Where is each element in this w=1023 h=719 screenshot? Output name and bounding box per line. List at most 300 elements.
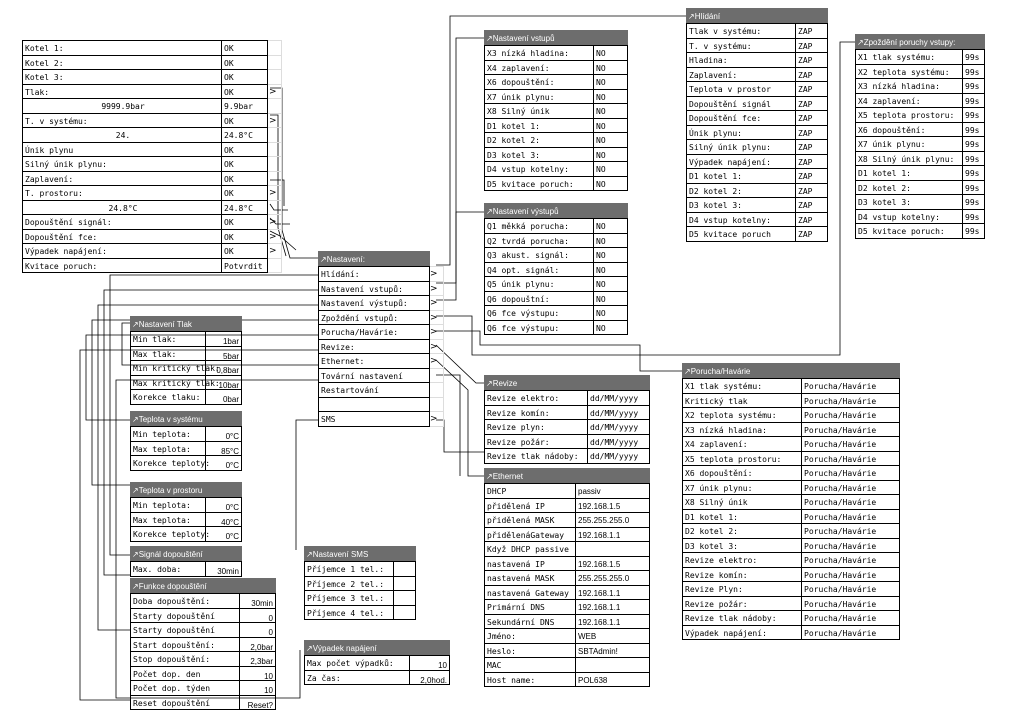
submenu-arrow-icon[interactable]: > [269, 217, 277, 227]
chevron-right-icon[interactable]: > [430, 312, 438, 323]
status-value: OK [221, 143, 267, 157]
field-value[interactable]: 99s [962, 166, 984, 180]
nastaveni_tlak-row[interactable] [130, 331, 242, 347]
field-value[interactable]: Porucha/Havárie [801, 597, 899, 611]
zpozdeni-row[interactable] [855, 194, 985, 210]
field-value[interactable]: 2,3bar [239, 652, 275, 666]
ethernet-row[interactable] [484, 556, 650, 572]
nastaveni_vstupu-row[interactable] [484, 176, 628, 192]
status-row[interactable] [22, 84, 277, 100]
status-row[interactable] [22, 113, 277, 129]
status-row[interactable] [22, 243, 277, 259]
field-label: X6 dopouštění: [685, 469, 753, 478]
nastaveni_vystupu-row[interactable] [484, 276, 628, 292]
field-value[interactable]: 0°C [205, 427, 241, 441]
field-value[interactable]: NO [593, 292, 627, 306]
hlidani-row[interactable] [686, 67, 828, 83]
settings-menu-item[interactable] [318, 266, 438, 282]
zpozdeni-row[interactable] [855, 122, 985, 138]
status-row[interactable] [22, 142, 268, 158]
settings-menu-item[interactable] [318, 353, 438, 369]
status-row[interactable] [22, 69, 268, 85]
zpozdeni-row[interactable] [855, 223, 985, 239]
field-value[interactable]: 99s [962, 50, 984, 64]
funkce_dopousteni-row[interactable] [130, 637, 276, 653]
field-value[interactable]: ZAP [795, 227, 827, 241]
porucha-row[interactable] [682, 465, 900, 481]
nastaveni_tlak-row[interactable] [130, 346, 242, 362]
field-value[interactable]: NO [593, 234, 627, 248]
status-value: OK [221, 85, 267, 99]
teplota_prostoru-row[interactable] [130, 512, 242, 528]
status-value: OK [221, 186, 267, 200]
field-value[interactable]: 99s [962, 123, 984, 137]
nastaveni_vstupu-header: ↗Nastavení vstupů [484, 30, 628, 45]
nastaveni_vstupu-row[interactable] [484, 118, 628, 134]
zpozdeni-row[interactable] [855, 180, 985, 196]
hlidani-row[interactable] [686, 81, 828, 97]
field-value[interactable]: 192.168.1.5 [575, 499, 649, 513]
funkce_dopousteni-row[interactable] [130, 593, 276, 609]
nastaveni_vystupu-row[interactable] [484, 262, 628, 278]
hlidani-row[interactable] [686, 23, 828, 39]
field-value[interactable]: NO [593, 133, 627, 147]
teplota_systemu-row[interactable] [130, 441, 242, 457]
nastaveni_vstupu-row[interactable] [484, 132, 628, 148]
ethernet-row[interactable] [484, 657, 650, 673]
field-value[interactable]: 5bar [205, 347, 241, 361]
field-value[interactable]: 0 [239, 609, 275, 623]
status-label: T. prostoru: [25, 189, 83, 198]
field-value[interactable]: NO [593, 306, 627, 320]
field-value[interactable]: 2,0bar [239, 638, 275, 652]
field-value[interactable]: 85°C [205, 442, 241, 456]
porucha-row[interactable] [682, 552, 900, 568]
panel-signal-dopousteni [130, 546, 242, 577]
hlidani-row[interactable] [686, 168, 828, 184]
field-label: D2 kotel 2: [685, 527, 738, 536]
field-label: Revize požár: [487, 437, 550, 447]
row-extension [268, 127, 282, 143]
status-row[interactable] [22, 98, 268, 114]
field-value[interactable]: ZAP [795, 140, 827, 154]
porucha-row[interactable] [682, 538, 900, 554]
field-value[interactable]: ZAP [795, 198, 827, 212]
field-value[interactable]: ZAP [795, 24, 827, 38]
status-label: Dopouštění signál: [25, 218, 112, 227]
settings-menu-item[interactable] [318, 397, 430, 413]
ethernet-row[interactable] [484, 483, 650, 499]
field-value[interactable]: Porucha/Havárie [801, 408, 899, 422]
field-value[interactable]: NO [593, 148, 627, 162]
porucha-row[interactable] [682, 509, 900, 525]
field-value[interactable]: NO [593, 119, 627, 133]
field-value[interactable]: 99s [962, 152, 984, 166]
signal_dopousteni-row[interactable] [130, 561, 242, 577]
settings-menu-item[interactable] [318, 382, 430, 398]
status-row[interactable] [22, 127, 268, 143]
porucha-row[interactable] [682, 581, 900, 597]
field-value[interactable]: ZAP [795, 68, 827, 82]
zpozdeni-row[interactable] [855, 78, 985, 94]
field-value[interactable]: NO [593, 263, 627, 277]
field-value[interactable]: 99s [962, 94, 984, 108]
funkce_dopousteni-row[interactable] [130, 651, 276, 667]
status-value: 24.8°C [221, 201, 267, 215]
field-value[interactable]: ZAP [795, 184, 827, 198]
funkce_dopousteni-row[interactable] [130, 608, 276, 624]
hlidani-row[interactable] [686, 139, 828, 155]
row-extension [268, 55, 282, 71]
ethernet-row[interactable] [484, 599, 650, 615]
porucha-row[interactable] [682, 407, 900, 423]
hlidani-row[interactable] [686, 38, 828, 54]
field-label: X2 teplota systému: [858, 67, 950, 77]
field-value[interactable]: SBTAdmin! [575, 644, 649, 658]
nastaveni_vstupu-row[interactable] [484, 45, 628, 61]
field-value[interactable]: ZAP [795, 53, 827, 67]
field-label: Revize Plyn: [685, 585, 743, 594]
nastaveni_sms-row[interactable] [304, 605, 416, 621]
status-row[interactable] [22, 185, 277, 201]
nastaveni_sms-row[interactable] [304, 561, 416, 577]
status-row[interactable] [22, 258, 268, 274]
field-value[interactable]: NO [593, 321, 627, 335]
field-value[interactable]: passiv [575, 484, 649, 498]
field-value[interactable]: 10bar [205, 376, 241, 390]
nastaveni_vystupu-row[interactable] [484, 233, 628, 249]
field-value[interactable]: ZAP [795, 82, 827, 96]
field-label: Max kritický tlak: [133, 378, 220, 388]
porucha-row[interactable] [682, 422, 900, 438]
field-value[interactable]: ZAP [795, 213, 827, 227]
field-value[interactable]: 10 [239, 667, 275, 681]
row-extension [268, 69, 282, 85]
field-label: Host name: [487, 675, 536, 685]
field-value[interactable]: NO [593, 104, 627, 118]
porucha-row[interactable] [682, 393, 900, 409]
field-value[interactable]: 99s [962, 210, 984, 224]
nastaveni_sms-row[interactable] [304, 576, 416, 592]
revize-row[interactable] [484, 405, 650, 421]
ethernet-row[interactable] [484, 672, 650, 688]
field-value[interactable] [575, 658, 649, 672]
field-value[interactable]: 99s [962, 224, 984, 238]
zpozdeni-row[interactable] [855, 64, 985, 80]
porucha-row[interactable] [682, 494, 900, 510]
nastaveni_sms-row[interactable] [304, 590, 416, 606]
hlidani-row[interactable] [686, 183, 828, 199]
field-value[interactable]: 192.168.1.1 [575, 615, 649, 629]
porucha-row[interactable] [682, 378, 900, 394]
status-row[interactable] [22, 156, 268, 172]
zpozdeni-row[interactable] [855, 107, 985, 123]
field-label: Příjemce 4 tel.: [307, 608, 385, 618]
revize-row[interactable] [484, 390, 650, 406]
submenu-arrow-icon[interactable]: > [269, 188, 277, 198]
nastaveni_tlak-row[interactable] [130, 389, 242, 405]
nastaveni_tlak-row[interactable] [130, 375, 242, 391]
nastaveni_vystupu-row[interactable] [484, 291, 628, 307]
field-value[interactable]: Porucha/Havárie [801, 582, 899, 596]
field-value[interactable]: NO [593, 248, 627, 262]
field-value[interactable]: 99s [962, 181, 984, 195]
field-value[interactable]: NO [593, 162, 627, 176]
revize-row[interactable] [484, 434, 650, 450]
hlidani-row[interactable] [686, 197, 828, 213]
field-value[interactable]: 2,0hod. [409, 671, 449, 685]
zpozdeni-row[interactable] [855, 93, 985, 109]
field-value[interactable]: 0,8bar [205, 361, 241, 375]
revize-row[interactable] [484, 419, 650, 435]
settings-menu-item[interactable] [318, 411, 438, 427]
field-value[interactable]: Porucha/Havárie [801, 539, 899, 553]
field-value[interactable]: 0°C [205, 527, 241, 541]
status-row[interactable] [22, 229, 277, 245]
field-value[interactable]: 99s [962, 137, 984, 151]
nastaveni_vystupu-row[interactable] [484, 320, 628, 336]
field-value[interactable]: NO [593, 61, 627, 75]
field-value[interactable]: 192.168.1.5 [575, 557, 649, 571]
field-value[interactable]: Porucha/Havárie [801, 553, 899, 567]
funkce_dopousteni-row[interactable] [130, 695, 276, 711]
field-value[interactable]: 10 [409, 656, 449, 670]
field-value[interactable]: 0bar [205, 390, 241, 404]
nastaveni_vstupu-row[interactable] [484, 147, 628, 163]
ethernet-row[interactable] [484, 585, 650, 601]
ethernet-row[interactable] [484, 512, 650, 528]
teplota_systemu-row[interactable] [130, 455, 242, 471]
field-value[interactable]: ZAP [795, 169, 827, 183]
chevron-right-icon[interactable]: > [430, 414, 438, 424]
field-value[interactable]: Porucha/Havárie [801, 394, 899, 408]
settings-menu-item[interactable] [318, 324, 438, 340]
settings-menu-item[interactable] [318, 310, 438, 326]
field-value[interactable]: 255.255.255.0 [575, 513, 649, 527]
field-value[interactable]: Porucha/Havárie [801, 510, 899, 524]
submenu-arrow-icon[interactable]: > [269, 246, 277, 256]
vypadek_napajeni-row[interactable] [304, 655, 450, 671]
nastaveni_vystupu-row[interactable] [484, 305, 628, 321]
ethernet-row[interactable] [484, 527, 650, 543]
field-label: Doba dopouštění: [133, 597, 211, 606]
zpozdeni-row[interactable] [855, 151, 985, 167]
ethernet-row[interactable] [484, 628, 650, 644]
field-value[interactable]: dd/MM/yyyy [587, 435, 649, 449]
nastaveni_vystupu-row[interactable] [484, 218, 628, 234]
settings-menu-item[interactable] [318, 295, 438, 311]
status-row[interactable] [22, 214, 277, 230]
ethernet-title: Ethernet [492, 472, 523, 481]
hlidani-row[interactable] [686, 212, 828, 228]
field-label: X8 Silný únik plynu: [858, 154, 955, 164]
revize-row[interactable] [484, 448, 650, 464]
nastaveni_vystupu-row[interactable] [484, 247, 628, 263]
ethernet-row[interactable] [484, 541, 650, 557]
field-value[interactable]: 0 [239, 623, 275, 637]
nastaveni_vstupu-row[interactable] [484, 161, 628, 177]
field-value[interactable]: 192.168.1.1 [575, 600, 649, 614]
status-row[interactable] [22, 200, 268, 216]
chevron-right-icon[interactable]: > [430, 341, 438, 352]
field-label: MAC [487, 661, 502, 670]
hlidani-row[interactable] [686, 226, 828, 242]
field-value[interactable]: NO [593, 75, 627, 89]
field-value[interactable]: Porucha/Havárie [801, 626, 899, 640]
ethernet-row[interactable] [484, 570, 650, 586]
settings-menu-item-label: Restartování [321, 386, 379, 395]
chevron-right-icon[interactable]: > [430, 283, 438, 294]
field-value[interactable]: dd/MM/yyyy [587, 406, 649, 420]
porucha-row[interactable] [682, 436, 900, 452]
teplota_prostoru-row[interactable] [130, 526, 242, 542]
zpozdeni-row[interactable] [855, 136, 985, 152]
field-value[interactable]: 0°C [205, 456, 241, 470]
settings-menu-item[interactable] [318, 281, 438, 297]
panel-hlidani [686, 8, 828, 242]
field-value[interactable]: Porucha/Havárie [801, 466, 899, 480]
porucha-row[interactable] [682, 480, 900, 496]
field-value[interactable]: NO [593, 46, 627, 60]
field-value[interactable]: WEB [575, 629, 649, 643]
hlidani-row[interactable] [686, 154, 828, 170]
field-value[interactable]: 99s [962, 195, 984, 209]
field-value[interactable]: Porucha/Havárie [801, 495, 899, 509]
chevron-right-icon[interactable]: > [430, 298, 438, 308]
chevron-right-icon[interactable]: > [430, 269, 438, 279]
field-label: Primární DNS [487, 603, 545, 612]
field-value[interactable]: Porucha/Havárie [801, 379, 899, 393]
zpozdeni-row[interactable] [855, 49, 985, 65]
field-value[interactable]: ZAP [795, 126, 827, 140]
nastaveni_vstupu-row[interactable] [484, 74, 628, 90]
ethernet-row[interactable] [484, 498, 650, 514]
teplota_systemu-row[interactable] [130, 426, 242, 442]
hlidani-row[interactable] [686, 96, 828, 112]
teplota_systemu-title: Teplota v systému [138, 415, 203, 424]
field-value[interactable]: Reset? [239, 696, 275, 710]
field-value[interactable]: NO [593, 219, 627, 233]
funkce_dopousteni-row[interactable] [130, 622, 276, 638]
field-value[interactable]: 192.168.1.1 [575, 528, 649, 542]
field-value[interactable]: Porucha/Havárie [801, 481, 899, 495]
status-row[interactable] [22, 171, 268, 187]
field-value[interactable]: 99s [962, 65, 984, 79]
nastaveni_vstupu-row[interactable] [484, 103, 628, 119]
status-label: Kotel 3: [25, 73, 64, 82]
field-value[interactable]: 1bar [205, 332, 241, 346]
porucha-row[interactable] [682, 451, 900, 467]
field-value[interactable]: ZAP [795, 111, 827, 125]
field-label: X4 zaplavení: [685, 440, 748, 449]
field-value[interactable]: Porucha/Havárie [801, 437, 899, 451]
nastaveni_vstupu-row[interactable] [484, 89, 628, 105]
nastaveni_tlak-row[interactable] [130, 360, 242, 376]
field-value[interactable]: Porucha/Havárie [801, 568, 899, 582]
field-value[interactable]: 40°C [205, 513, 241, 527]
field-value[interactable]: ZAP [795, 155, 827, 169]
field-value[interactable] [393, 562, 415, 576]
ethernet-row[interactable] [484, 643, 650, 659]
settings-menu-item[interactable] [318, 339, 438, 355]
porucha-row[interactable] [682, 567, 900, 583]
submenu-arrow-icon[interactable]: > [269, 231, 277, 242]
funkce_dopousteni-row[interactable] [130, 666, 276, 682]
field-value[interactable]: NO [593, 90, 627, 104]
field-value[interactable]: 255.255.255.0 [575, 571, 649, 585]
field-value[interactable]: dd/MM/yyyy [587, 449, 649, 463]
field-value[interactable]: 30min [239, 594, 275, 608]
field-value[interactable]: Porucha/Havárie [801, 524, 899, 538]
field-label: Kritický tlak [685, 396, 748, 406]
signal_dopousteni-header: ↗Signál dopouštění [130, 546, 242, 561]
field-label: Max. doba: [133, 565, 182, 574]
settings-menu-item[interactable] [318, 368, 430, 384]
porucha-row[interactable] [682, 610, 900, 626]
hlidani-row[interactable] [686, 110, 828, 126]
field-value[interactable]: dd/MM/yyyy [587, 420, 649, 434]
funkce_dopousteni-row[interactable] [130, 680, 276, 696]
hlidani-row[interactable] [686, 52, 828, 68]
field-label: D3 kotel 3: [858, 198, 911, 207]
field-value[interactable]: 10 [239, 681, 275, 695]
row-extension [430, 310, 444, 326]
field-value[interactable]: NO [593, 177, 627, 191]
field-value[interactable] [393, 591, 415, 605]
chevron-right-icon[interactable]: > [430, 356, 438, 366]
zpozdeni-row[interactable] [855, 209, 985, 225]
field-value[interactable]: NO [593, 277, 627, 291]
settings-menu-title: Nastavení: [326, 255, 365, 264]
porucha-row[interactable] [682, 625, 900, 641]
hlidani-row[interactable] [686, 125, 828, 141]
zpozdeni-row[interactable] [855, 165, 985, 181]
row-extension [268, 258, 282, 274]
panel-vypadek-napajeni [304, 640, 450, 685]
field-value[interactable]: 0°C [205, 498, 241, 512]
field-label: Korekce teploty: [133, 459, 211, 468]
porucha-row[interactable] [682, 596, 900, 612]
field-value[interactable] [393, 606, 415, 620]
nastaveni_vstupu-row[interactable] [484, 60, 628, 76]
field-value[interactable]: POL638 [575, 673, 649, 687]
field-value[interactable]: 30min [205, 562, 241, 576]
status-label: Kvitace poruch: [25, 261, 98, 271]
field-value[interactable]: ZAP [795, 97, 827, 111]
chevron-right-icon[interactable]: > [430, 327, 438, 337]
field-value[interactable] [393, 577, 415, 591]
submenu-arrow-icon[interactable]: > [269, 86, 277, 97]
teplota_prostoru-title: Teplota v prostoru [138, 486, 203, 495]
field-label: X4 zaplavení: [487, 63, 550, 73]
field-value[interactable]: Porucha/Havárie [801, 611, 899, 625]
field-value[interactable]: ZAP [795, 39, 827, 53]
field-value[interactable]: dd/MM/yyyy [587, 391, 649, 405]
vypadek_napajeni-row[interactable] [304, 670, 450, 686]
field-value[interactable]: Porucha/Havárie [801, 452, 899, 466]
status-row[interactable] [22, 40, 268, 56]
ethernet-row[interactable] [484, 614, 650, 630]
field-value[interactable]: 99s [962, 108, 984, 122]
field-value[interactable]: 99s [962, 79, 984, 93]
field-value[interactable]: 192.168.1.1 [575, 586, 649, 600]
teplota_prostoru-row[interactable] [130, 497, 242, 513]
field-value[interactable]: Porucha/Havárie [801, 423, 899, 437]
porucha-row[interactable] [682, 523, 900, 539]
status-row[interactable] [22, 55, 268, 71]
field-value[interactable] [575, 542, 649, 556]
submenu-arrow-icon[interactable]: > [269, 115, 277, 126]
